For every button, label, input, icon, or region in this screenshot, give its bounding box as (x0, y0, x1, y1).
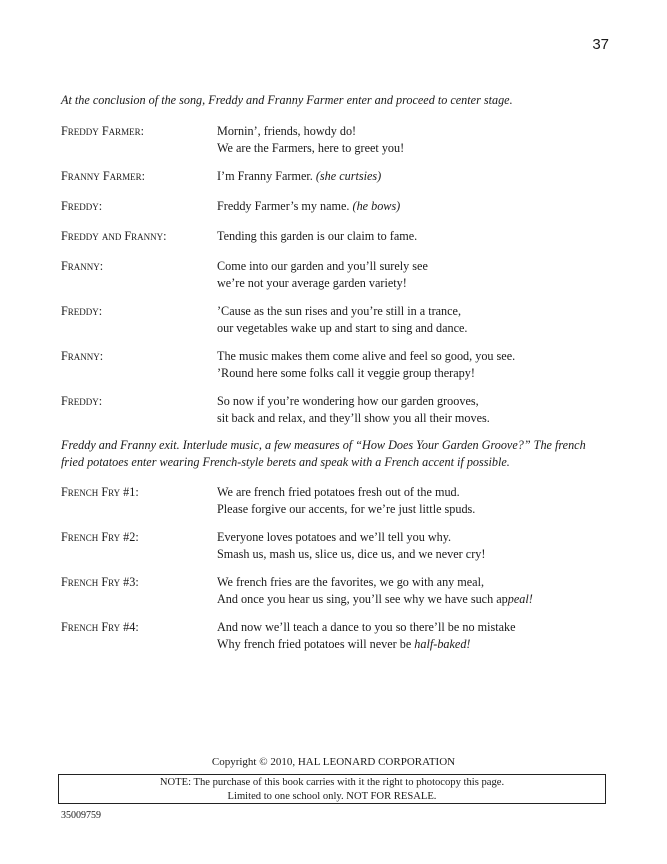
spoken-lines (217, 393, 627, 427)
speaker-name: French Fry #3: (61, 575, 139, 589)
note-line-1: NOTE: The purchase of this book carries with it the right to photocopy this page. (159, 777, 505, 788)
spoken-lines (217, 619, 627, 653)
spoken-line: Why french fried potatoes will never be half-baked! (217, 637, 471, 651)
spoken-line: Smash us, mash us, slice us, dice us, and we never cry! (217, 547, 486, 561)
spoken-line: I’m Franny Farmer. (she curtsies) (217, 169, 382, 183)
speaker-name: Freddy and Franny: (61, 229, 167, 243)
spoken-lines (217, 574, 627, 608)
spoken-line: We french fries are the favorites, we go with any meal, (217, 575, 485, 589)
spoken-line: sit back and relax, and they’ll show you all their moves. (217, 411, 490, 425)
spoken-line: our vegetables wake up and start to sing and dance. (217, 321, 468, 335)
spoken-lines (217, 303, 627, 337)
spoken-lines (217, 484, 627, 518)
spoken-line: Mornin’, friends, howdy do! (217, 124, 357, 138)
speaker-name: French Fry #4: (61, 620, 139, 634)
spoken-line: Come into our garden and you’ll surely see (217, 259, 428, 273)
spoken-line: ’Cause as the sun rises and you’re still in a trance, (217, 304, 462, 318)
spoken-lines (217, 123, 627, 157)
spoken-line: The music makes them come alive and feel so good, you see. (217, 349, 516, 363)
speaker-name: Freddy Farmer: (61, 124, 144, 138)
spoken-line: ’Round here some folks call it veggie group therapy! (217, 366, 475, 380)
speaker-name: Franny Farmer: (61, 169, 145, 183)
spoken-lines (217, 168, 627, 185)
note-line-2: Limited to one school only. NOT FOR RESALE. (227, 791, 437, 802)
speaker-name: Freddy: (61, 394, 103, 408)
spoken-lines (217, 529, 627, 563)
speaker-name: French Fry #2: (61, 530, 139, 544)
speaker-name: Freddy: (61, 304, 103, 318)
spoken-line: And now we’ll teach a dance to you so there’ll be no mistake (217, 620, 516, 634)
spoken-line: We are french fried potatoes fresh out of the mud. (217, 485, 460, 499)
copyright-line: Copyright © 2010, HAL LEONARD CORPORATION (211, 756, 456, 768)
page-number: 37 (592, 36, 609, 53)
spoken-lines (217, 228, 627, 245)
spoken-lines (217, 348, 627, 382)
speaker-name: Franny: (61, 259, 104, 273)
spoken-lines (217, 198, 627, 215)
stage-direction-opening: At the conclusion of the song, Freddy and Franny Farmer enter and proceed to center stage. (61, 93, 513, 107)
speaker-name: French Fry #1: (61, 485, 139, 499)
photocopy-note-box (58, 774, 606, 804)
spoken-line: So now if you’re wondering how our garden grooves, (217, 394, 479, 408)
stage-direction-interlude: Freddy and Franny exit. Interlude music, a few measures of “How Does Your Garden Groove?” The french fried potatoes enter wearing French-style berets and speak with a French accent if possible. (61, 438, 586, 469)
spoken-line: Tending this garden is our claim to fame. (217, 229, 418, 243)
spoken-line: Please forgive our accents, for we’re just little spuds. (217, 502, 476, 516)
spoken-lines (217, 258, 627, 292)
spoken-line: Freddy Farmer’s my name. (he bows) (217, 199, 401, 213)
spoken-line: We are the Farmers, here to greet you! (217, 141, 405, 155)
spoken-line: we’re not your average garden variety! (217, 276, 407, 290)
speaker-name: Freddy: (61, 199, 103, 213)
spoken-line: And once you hear us sing, you’ll see why we have such appeal! (217, 592, 533, 606)
catalog-number: 35009759 (61, 810, 101, 821)
spoken-line: Everyone loves potatoes and we’ll tell you why. (217, 530, 452, 544)
speaker-name: Franny: (61, 349, 104, 363)
